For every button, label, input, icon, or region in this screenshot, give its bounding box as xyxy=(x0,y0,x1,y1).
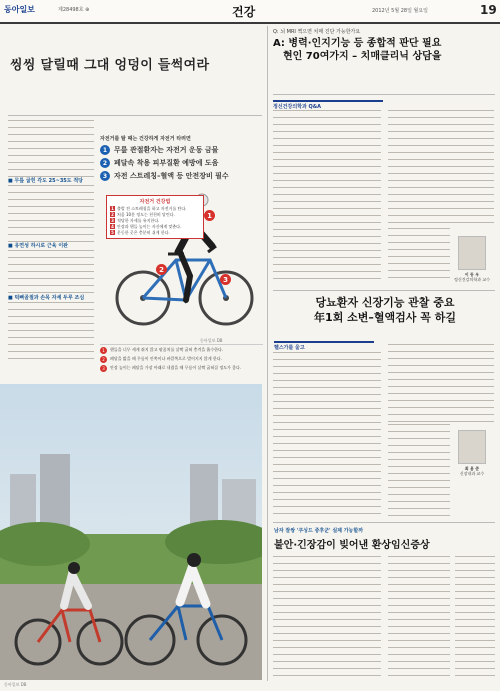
tip-item: 3 자전 스트레칭–혈액 등 안전장비 필수 xyxy=(100,171,260,181)
bottom-headline: 불안·긴장감이 빚어낸 환상임신증상 xyxy=(274,540,430,551)
subhead-3: ■ 턱뼈골절과 손목 자세 두루 조심 xyxy=(8,295,85,301)
doctor2-name: 최 용 준 xyxy=(464,466,480,471)
callout-badge-1: 1 xyxy=(204,210,215,221)
qa-body-col1 xyxy=(273,110,381,282)
subhead-2: ■ 유연성 하시로 근육 이완 xyxy=(8,243,68,249)
checklist-item: 2 처음 10분 정도는 천천히 달린다. xyxy=(111,212,175,217)
main-headline: 씽씽 달릴때 그대 엉덩이 들썩여라 xyxy=(10,58,210,73)
left-article-body xyxy=(8,120,94,378)
checklist-title: 자전거 건강법 xyxy=(139,199,171,205)
tips-box xyxy=(100,135,260,184)
cycling-park-photo-icon xyxy=(0,384,262,680)
doctor-title: 정신건강의학과 교수 xyxy=(453,277,491,282)
tip-item: 1 무릎 관절환자는 자전거 운동 금물 xyxy=(100,145,260,155)
bottom-kicker: 남자 잘쌍 '쿠싱드 증후군' 실제 가능할까 xyxy=(274,528,364,534)
doctor-portrait xyxy=(458,236,486,270)
checklist-item: 3 적당한 자세를 유지한다. xyxy=(111,218,160,223)
callout-badge-3: 3 xyxy=(220,274,231,285)
cyclists-photo xyxy=(0,384,262,680)
doctor2-title: 신장내과 교수 xyxy=(459,471,485,476)
issue-number: 제28498호 ⊕ xyxy=(58,7,90,13)
caption-item: 3 안장 높이는 페달을 가장 아래로 내렸을 때 무릎이 살짝 굽혀질 정도가 좋다. xyxy=(100,365,263,372)
caption-item: 2 페달을 밟을 때 무릎이 안쪽이나 바깥쪽으로 벌어지지 않게 한다. xyxy=(100,356,263,363)
mid-headline-line2: 年1회 소변–혈액검사 꼭 하길 xyxy=(314,311,456,324)
qa-answer-line1: A: 병력·인지기능 등 종합적 판단 필요 xyxy=(273,38,442,49)
subhead-1: ■ 무릎 굽힌 각도 25~35도 적당 xyxy=(8,178,84,184)
mid-body-col1 xyxy=(273,352,381,520)
photo-credit: 동아일보 DB xyxy=(200,338,223,343)
qa-section-label: 정신건강의학과 Q&A xyxy=(273,100,383,110)
doctor-name: 이 동 우 xyxy=(464,272,480,277)
qa-body-col2 xyxy=(388,110,494,228)
callout-badge-2: 2 xyxy=(156,264,167,275)
bottom-body-col3 xyxy=(455,556,495,680)
caption-item: 1 핸들을 너무 세게 쥐지 않고 팔꿈치를 살짝 굽혀 충격을 흡수한다. xyxy=(100,347,263,354)
qa-body-col2-lower xyxy=(388,228,450,282)
mid-section-label: 헬스가를 울고 xyxy=(274,341,374,351)
checklist-item: 5 운동한 곳은 충분히 쉬게 한다. xyxy=(111,230,170,235)
mid-headline-line1: 당뇨환자 신장기능 관찰 중요 xyxy=(315,296,455,309)
mid-body-col2 xyxy=(388,344,494,424)
column-divider xyxy=(267,26,268,681)
doctor-caption xyxy=(450,272,494,282)
qa-answer-line2: 현인 70여가지 – 치매클리닉 상담을 xyxy=(283,51,442,62)
bottom-body-col1 xyxy=(273,556,381,680)
headline-rule xyxy=(8,115,262,116)
mid-body-col2-lower xyxy=(388,424,450,520)
page-number: 19 xyxy=(480,3,497,17)
bottom-body-col2 xyxy=(388,556,450,680)
checklist-item: 1 출발 전 스트레칭을 하고 자전거를 탄다. xyxy=(111,206,187,211)
bottom-photo-credit: 동아일보 DB xyxy=(4,682,27,687)
tips-title: 자전거를 탈 때는 건강하게 자전거 타려면 xyxy=(100,136,191,142)
bottom-rule-top xyxy=(273,522,495,523)
newspaper-logo: 동아일보 xyxy=(4,5,35,14)
tip-item: 2 페달속 착용 피부질환 예방에 도움 xyxy=(100,158,260,168)
doctor2-caption xyxy=(450,466,494,476)
qa-question: Q: 뇌 MRI 찍으면 치매 진단 가능한가요 xyxy=(273,29,361,35)
section-title: 건강 xyxy=(232,5,256,19)
issue-date: 2012년 5월 28일 월요일 xyxy=(372,8,429,14)
qa-header xyxy=(273,28,495,63)
illustration-captions xyxy=(100,344,263,374)
checklist-item: 4 안장과 핸들 높이는 자신에게 맞춘다. xyxy=(111,224,182,229)
mid-rule-top xyxy=(273,290,495,291)
qa-rule xyxy=(273,94,495,95)
checklist-box xyxy=(106,195,204,239)
mid-headline xyxy=(283,295,487,325)
doctor2-portrait xyxy=(458,430,486,464)
